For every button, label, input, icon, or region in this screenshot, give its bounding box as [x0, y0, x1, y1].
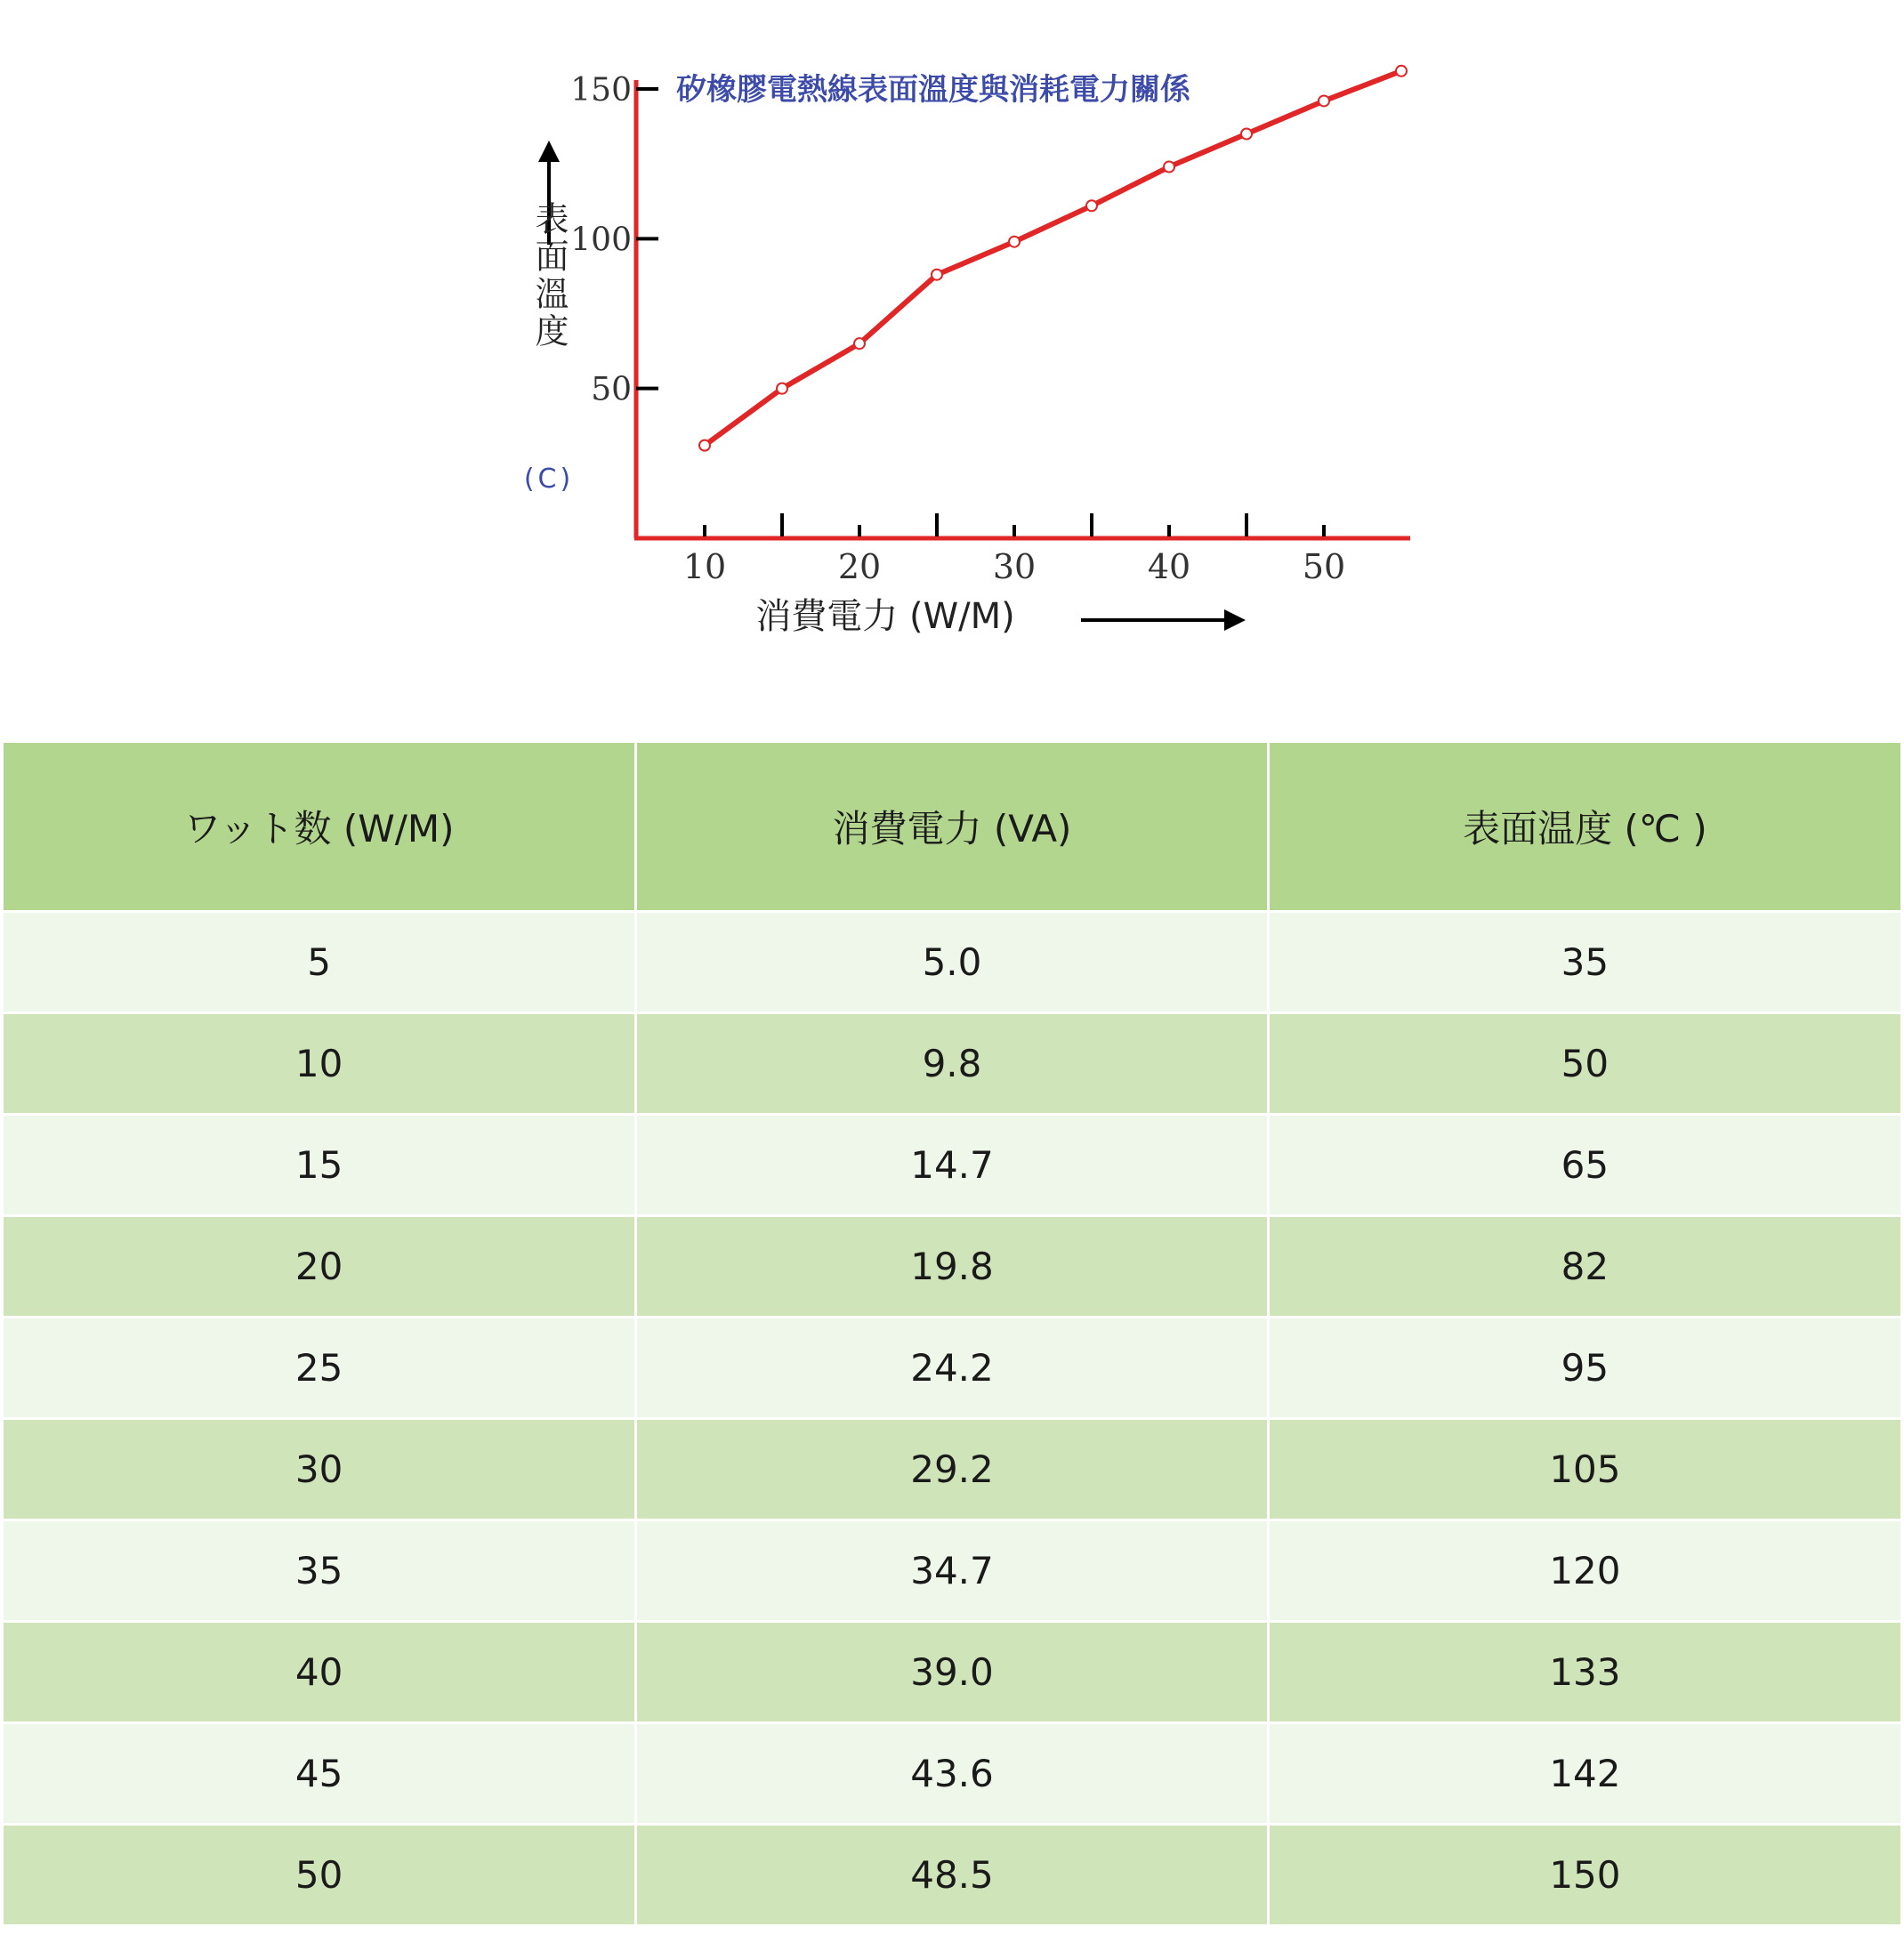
x-tick-label: 30	[992, 547, 1037, 586]
y-axis-label: 表面溫度	[529, 201, 569, 351]
table-cell: 95	[1268, 1318, 1900, 1419]
table-header-cell: 消費電力 (VA)	[636, 743, 1269, 912]
x-axis-arrow	[1081, 609, 1246, 631]
x-tick-label: 10	[682, 547, 727, 586]
data-point	[1396, 66, 1407, 77]
y-tick-label: 100	[570, 222, 632, 259]
x-axis-label: 消費電力 (W/M)	[755, 596, 1015, 637]
table-cell: 14.7	[636, 1115, 1269, 1216]
chart-title: 矽橡膠電熱線表面溫度與消耗電力關係	[676, 72, 1190, 108]
table-cell: 142	[1268, 1723, 1900, 1825]
table-cell: 35	[4, 1520, 636, 1622]
table-header-row	[4, 743, 1900, 912]
table-cell: 48.5	[636, 1825, 1269, 1926]
table-cell: 35	[1268, 912, 1900, 1013]
data-point	[1009, 237, 1020, 247]
table-header-cell: ワット数 (W/M)	[4, 743, 636, 912]
table-cell: 120	[1268, 1520, 1900, 1622]
table-cell: 40	[4, 1622, 636, 1723]
data-point	[1241, 129, 1252, 140]
table-row	[4, 912, 1900, 1013]
table-row	[4, 1318, 1900, 1419]
data-point	[1319, 95, 1329, 106]
table-cell: 5.0	[636, 912, 1269, 1013]
x-tick-label: 20	[837, 547, 882, 586]
chart	[0, 0, 1904, 712]
table-cell: 15	[4, 1115, 636, 1216]
series-line	[705, 71, 1401, 446]
table-cell: 150	[1268, 1825, 1900, 1926]
table-row	[4, 1419, 1900, 1520]
table-cell: 50	[4, 1825, 636, 1926]
data-point	[1086, 200, 1097, 211]
chart-svg	[0, 0, 1904, 712]
table-cell: 82	[1268, 1216, 1900, 1318]
table-cell: 10	[4, 1013, 636, 1115]
table-row	[4, 1520, 1900, 1622]
table-cell: 25	[4, 1318, 636, 1419]
table-cell: 34.7	[636, 1520, 1269, 1622]
table-row	[4, 1216, 1900, 1318]
y-tick-label: 150	[570, 72, 632, 109]
table-cell: 43.6	[636, 1723, 1269, 1825]
data-point	[932, 270, 942, 280]
table-row	[4, 1115, 1900, 1216]
x-tick-label: 40	[1147, 547, 1191, 586]
data-table	[4, 743, 1900, 1927]
table-cell: 39.0	[636, 1622, 1269, 1723]
y-tick-label: 50	[591, 371, 632, 408]
table-cell: 29.2	[636, 1419, 1269, 1520]
table-row	[4, 1013, 1900, 1115]
x-tick-label: 50	[1302, 547, 1346, 586]
table-row	[4, 1825, 1900, 1926]
table-row	[4, 1622, 1900, 1723]
table-cell: 5	[4, 912, 636, 1013]
table-cell: 20	[4, 1216, 636, 1318]
data-point	[777, 383, 787, 394]
table-row	[4, 1723, 1900, 1825]
table-cell: 45	[4, 1723, 636, 1825]
table-cell: 19.8	[636, 1216, 1269, 1318]
table-cell: 50	[1268, 1013, 1900, 1115]
table-cell: 9.8	[636, 1013, 1269, 1115]
table-cell: 133	[1268, 1622, 1900, 1723]
data-point	[1164, 162, 1174, 173]
table-cell: 65	[1268, 1115, 1900, 1216]
table-cell: 30	[4, 1419, 636, 1520]
table-cell: 105	[1268, 1419, 1900, 1520]
table-header-cell: 表面温度 (℃ )	[1268, 743, 1900, 912]
y-axis-unit: (C)	[523, 464, 575, 495]
data-point	[854, 338, 865, 349]
table-cell: 24.2	[636, 1318, 1269, 1419]
data-point	[699, 440, 710, 451]
